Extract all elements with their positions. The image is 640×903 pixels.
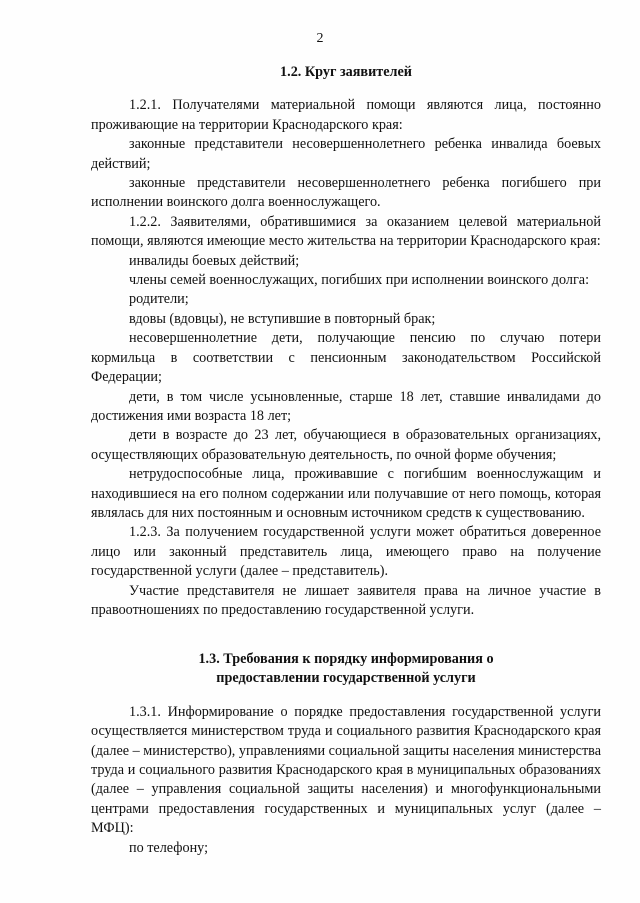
paragraph: родители; [129,291,189,308]
paragraph: инвалиды боевых действий; [129,252,300,269]
paragraph: по телефону; [129,839,209,856]
paragraph: 1.2.3. За получением государственной услуги может обратиться доверенное лицо или законный представитель лица, имеющего право на получение государственной услуги (далее – представитель). [91,524,601,580]
paragraph: законные представители несовершеннолетнего ребенка погибшего при исполнении воинского долга военнослужащего. [91,175,601,211]
paragraph: 1.2.1. Получателями материальной помощи являются лица, постоянно проживающие на территории Краснодарского края: [91,97,601,133]
section-heading: 1.2. Круг заявителей [280,64,412,80]
section-heading-line-2: предоставлении государственной услуги [216,670,476,687]
paragraph: вдовы (вдовцы), не вступившие в повторный брак; [129,310,436,327]
page-number: 2 [316,31,324,46]
paragraph: 1.3.1. Информирование о порядке предоставления государственной услуги осуществляется министерством труда и социального развития Краснодарского края (далее – министерство), управлениями социальной защиты населения министерства труда и социального развития Краснодарского края в муниципальных образованиях (далее – управления социальной защиты населения) и многофункциональными центрами предоставления государственных и муниципальных услуг (далее – МФЦ): [91,703,601,837]
section-heading-line-1: 1.3. Требования к порядку информирования о [198,651,494,667]
paragraph: дети в возрасте до 23 лет, обучающиеся в образовательных организациях, осуществляющих образовательную деятельность, по очной форме обучения; [91,427,601,463]
paragraph: законные представители несовершеннолетнего ребенка инвалида боевых действий; [91,136,601,172]
paragraph: члены семей военнослужащих, погибших при исполнении воинского долга: [129,272,590,289]
section-1-2 [91,63,601,620]
paragraph: Участие представителя не лишает заявителя права на личное участие в правоотношениях по предоставлению государственной услуги. [91,582,601,618]
paragraph: нетрудоспособные лица, проживавшие с погибшим военнослужащим и находившиеся на его полном содержании или получавшие от него помощь, которая являлась для них постоянным и основным источником средств к существованию. [91,466,601,521]
paragraph: несовершеннолетние дети, получающие пенсию по случаю потери кормильца в соответствии с пенсионным законодательством Российской Федерации; [91,330,601,386]
section-1-3 [91,650,601,858]
paragraph: дети, в том числе усыновленные, старше 18 лет, ставшие инвалидами до достижения ими возраста 18 лет; [91,388,601,424]
paragraph: 1.2.2. Заявителями, обратившимися за оказанием целевой материальной помощи, являются имеющие место жительства на территории Краснодарского края: [91,213,601,250]
